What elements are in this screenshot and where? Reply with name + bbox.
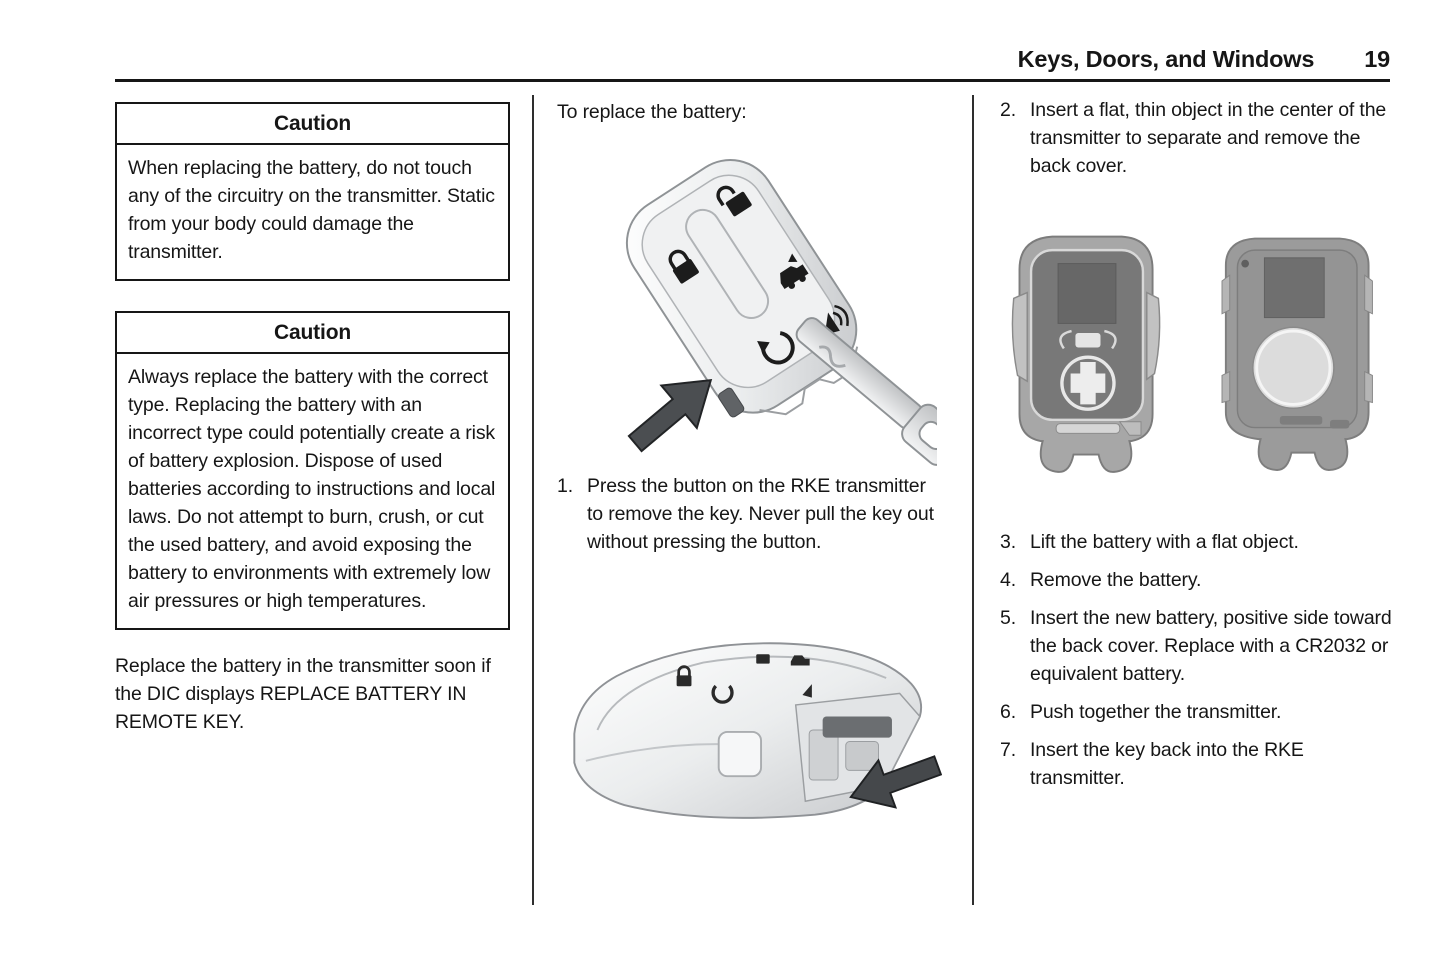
- figure-transmitter-back-covers: [1006, 230, 1384, 492]
- step-text: Press the button on the RKE transmitter to remove the key. Never pull the key out without pressing the button.: [587, 475, 934, 553]
- rke-transmitter: [610, 144, 881, 440]
- step-item: [557, 472, 939, 556]
- page-number: 19: [1364, 46, 1390, 72]
- step-number: 4.: [1000, 569, 1016, 591]
- step-number: 3.: [1000, 531, 1016, 553]
- header-rule: [115, 79, 1390, 82]
- step-number: 6.: [1000, 701, 1016, 723]
- transmitter-front-half: [1012, 237, 1159, 472]
- column-separator: [532, 95, 534, 905]
- step-number: 7.: [1000, 739, 1016, 761]
- step-item: [1000, 698, 1392, 726]
- left-column: [115, 102, 510, 736]
- step-text: Push together the transmitter.: [1030, 701, 1282, 723]
- step-number: 1.: [557, 475, 573, 497]
- step-item: [1000, 736, 1392, 792]
- page-title: Keys, Doors, and Windows: [1017, 46, 1315, 72]
- caution-body: When replacing the battery, do not touch any of the circuitry on the transmitter. Static from your body could damage the transmitter.: [128, 157, 495, 263]
- step-number: 5.: [1000, 607, 1016, 629]
- step-text: Insert the new battery, positive side toward the back cover. Replace with a CR2032 or equivalent battery.: [1030, 607, 1392, 685]
- right-column: [1000, 96, 1392, 792]
- side-panel: [719, 732, 761, 776]
- battery-note: Replace the battery in the transmitter soon if the DIC displays REPLACE BATTERY IN REMOTE KEY.: [115, 655, 491, 733]
- caution-box: [115, 311, 510, 630]
- step-number: 2.: [1000, 99, 1016, 121]
- unlock-icon: [756, 654, 769, 663]
- middle-column: [557, 98, 939, 847]
- figure-transmitter-key-removal: [557, 144, 937, 466]
- column-separator: [972, 95, 974, 905]
- step-item: [1000, 96, 1392, 180]
- intro-text: To replace the battery:: [557, 101, 747, 123]
- battery-holder: [1062, 357, 1114, 409]
- step-item: [1000, 566, 1392, 594]
- step-text: Insert a flat, thin object in the center of the transmitter to separate and remove the back cover.: [1030, 99, 1387, 177]
- caution-title: Caution: [117, 104, 508, 145]
- coin-battery: [1253, 327, 1334, 408]
- caution-title: Caution: [117, 313, 508, 354]
- key-slot: [823, 717, 892, 738]
- step-text: Remove the battery.: [1030, 569, 1202, 591]
- step-text: Lift the battery with a flat object.: [1030, 531, 1299, 553]
- step-item: [1000, 528, 1392, 556]
- figure-transmitter-key-slot: [557, 612, 942, 847]
- caution-box: [115, 102, 510, 281]
- step-text: Insert the key back into the RKE transmitter.: [1030, 739, 1304, 789]
- steps-list: [1000, 528, 1392, 792]
- transmitter-back-cover: [1222, 239, 1372, 470]
- page-header: [115, 46, 1390, 73]
- step-item: [1000, 604, 1392, 688]
- caution-body: Always replace the battery with the correct type. Replacing the battery with an incorrect type could potentially create a risk of battery explosion. Dispose of used batteries according to instructions and local laws. Do not attempt to burn, crush, or cut the used battery, and avoid exposing the battery to environments with extremely low air pressures or high temperatures.: [128, 366, 496, 612]
